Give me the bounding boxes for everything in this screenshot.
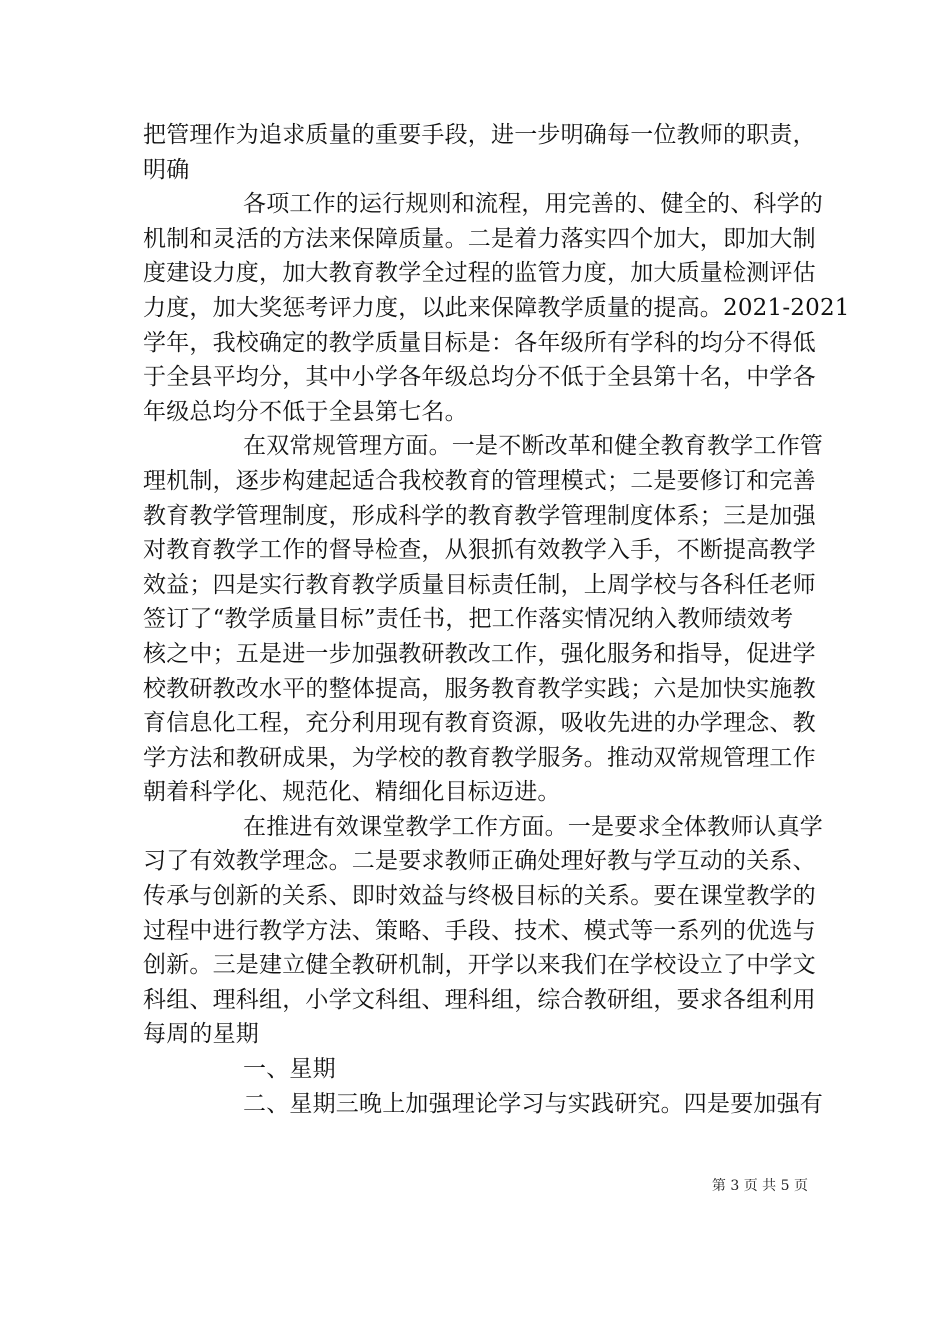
page-number: 第 3 页 共 5 页 bbox=[711, 1178, 808, 1194]
text-line: 学年，我校确定的教学质量目标是：各年级所有学科的均分不得低 bbox=[143, 329, 816, 356]
text-line: 科组、理科组，小学文科组、理科组，综合教研组，要求各组利用 bbox=[143, 986, 816, 1013]
text-line: 各项工作的运行规则和流程，用完善的、健全的、科学的 bbox=[243, 191, 823, 218]
text-line: 育信息化工程，充分利用现有教育资源，吸收先进的办学理念、教 bbox=[143, 710, 816, 737]
text-line: 在双常规管理方面。一是不断改革和健全教育教学工作管 bbox=[243, 433, 823, 460]
text-line: 二、星期三晚上加强理论学习与实践研究。四是要加强有 bbox=[243, 1090, 823, 1117]
text-line: 过程中进行教学方法、策略、手段、技术、模式等一系列的优选与 bbox=[143, 917, 816, 944]
text-line: 力度，加大奖惩考评力度，以此来保障教学质量的提高。2021-2021 bbox=[143, 294, 850, 321]
text-line: 效益；四是实行教育教学质量目标责任制，上周学校与各科任老师 bbox=[143, 571, 816, 598]
text-line: 校教研教改水平的整体提高，服务教育教学实践；六是加快实施教 bbox=[143, 675, 816, 702]
text-line: 度建设力度，加大教育教学全过程的监管力度，加大质量检测评估 bbox=[143, 260, 816, 287]
text-line: 明确 bbox=[143, 156, 190, 183]
text-line: 朝着科学化、规范化、精细化目标迈进。 bbox=[143, 779, 561, 806]
text-line: 于全县平均分，其中小学各年级总均分不低于全县第十名，中学各 bbox=[143, 364, 816, 391]
text-line: 创新。三是建立健全教研机制，开学以来我们在学校设立了中学文 bbox=[143, 952, 816, 979]
document-body bbox=[143, 118, 850, 1121]
text-line: 把管理作为追求质量的重要手段，进一步明确每一位教师的职责， bbox=[143, 122, 816, 148]
text-line: 签订了“教学质量目标”责任书，把工作落实情况纳入教师绩效考 bbox=[143, 606, 794, 633]
text-line: 一、星期 bbox=[243, 1056, 336, 1083]
text-line: 教育教学管理制度，形成科学的教育教学管理制度体系；三是加强 bbox=[143, 502, 816, 529]
text-line: 理机制，逐步构建起适合我校教育的管理模式；二是要修订和完善 bbox=[143, 467, 816, 494]
text-line: 每周的星期 bbox=[143, 1021, 259, 1048]
text-line: 在推进有效课堂教学工作方面。一是要求全体教师认真学 bbox=[243, 813, 823, 840]
text-line: 学方法和教研成果，为学校的教育教学服务。推动双常规管理工作 bbox=[143, 744, 816, 771]
text-line: 年级总均分不低于全县第七名。 bbox=[143, 398, 468, 425]
text-line: 习了有效教学理念。二是要求教师正确处理好教与学互动的关系、 bbox=[143, 848, 816, 875]
text-line: 对教育教学工作的督导检查，从狠抓有效教学入手，不断提高教学 bbox=[143, 537, 816, 564]
text-line: 机制和灵活的方法来保障质量。二是着力落实四个加大，即加大制 bbox=[143, 225, 816, 252]
text-line: 传承与创新的关系、即时效益与终极目标的关系。要在课堂教学的 bbox=[143, 883, 816, 910]
text-line: 核之中；五是进一步加强教研教改工作，强化服务和指导，促进学 bbox=[143, 640, 816, 667]
